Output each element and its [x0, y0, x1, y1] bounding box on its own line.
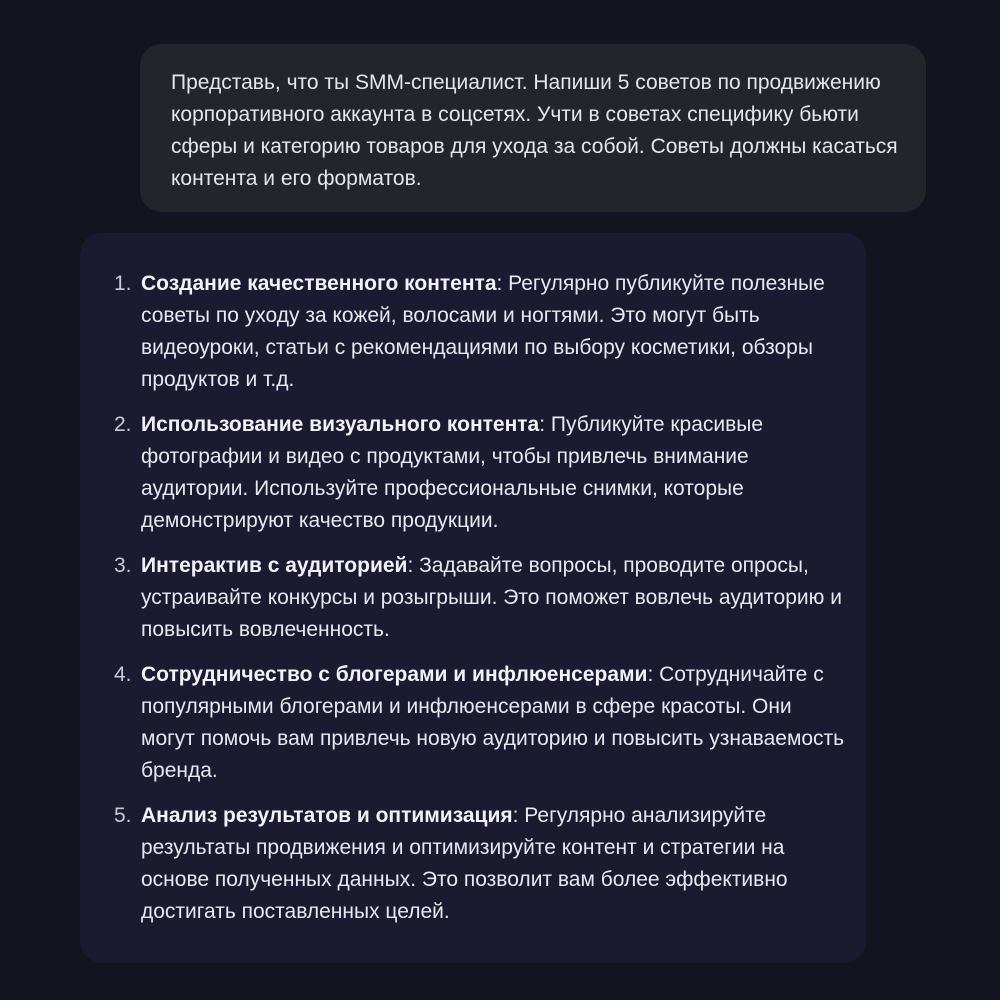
- tip-item-4: [114, 659, 846, 787]
- tip-title: Анализ результатов и оптимизация: [141, 804, 513, 827]
- tip-item-3: [114, 550, 846, 646]
- tips-list: [114, 268, 846, 928]
- tip-text: : Сотрудничайте с популярными блогерами и инфлюенсерами в сфере красоты. Они могут помочь вам привлечь новую аудиторию и повысить узнаваемость бренда.: [141, 663, 845, 782]
- tip-body: [141, 268, 846, 396]
- tip-text: : Публикуйте красивые фотографии и видео с продуктами, чтобы привлечь внимание аудитории. Используйте профессиональные снимки, которые демонстрируют качество продукции.: [141, 413, 764, 532]
- tip-title: Сотрудничество с блогерами и инфлюенсерами: [141, 663, 648, 686]
- tip-item-2: [114, 409, 846, 537]
- user-message-text: Представь, что ты SMM-специалист. Напиши 5 советов по продвижению корпоративного аккаунта в соцсетях. Учти в советах специфику бьюти сферы и категорию товаров для ухода за собой. Советы должны касаться контента и его форматов.: [171, 71, 898, 190]
- tip-item-5: [114, 800, 846, 928]
- tip-body: [141, 409, 846, 537]
- tip-number: 5.: [114, 804, 132, 827]
- tip-title: Использование визуального контента: [141, 413, 540, 436]
- tip-title: Создание качественного контента: [141, 272, 497, 295]
- tip-title: Интерактив с аудиторией: [141, 554, 408, 577]
- tip-text: : Задавайте вопросы, проводите опросы, устраивайте конкурсы и розыгрыши. Это поможет вовлечь аудиторию и повысить вовлеченность.: [141, 554, 842, 641]
- user-message-bubble: [140, 44, 926, 212]
- tip-number: 3.: [114, 554, 132, 577]
- tip-number: 4.: [114, 663, 132, 686]
- tip-text: : Регулярно анализируйте результаты продвижения и оптимизируйте контент и стратегии на основе полученных данных. Это позволит вам более эффективно достигать поставленных целей.: [141, 804, 788, 923]
- tip-item-1: [114, 268, 846, 396]
- tip-body: [141, 659, 846, 787]
- tip-number: 1.: [114, 272, 132, 295]
- tip-text: : Регулярно публикуйте полезные советы по уходу за кожей, волосами и ногтями. Это могут быть видеоуроки, статьи с рекомендациями по выбору косметики, обзоры продуктов и т.д.: [141, 272, 825, 391]
- assistant-message-bubble: [80, 233, 866, 963]
- tip-body: [141, 800, 846, 928]
- tip-body: [141, 550, 846, 646]
- tip-number: 2.: [114, 413, 132, 436]
